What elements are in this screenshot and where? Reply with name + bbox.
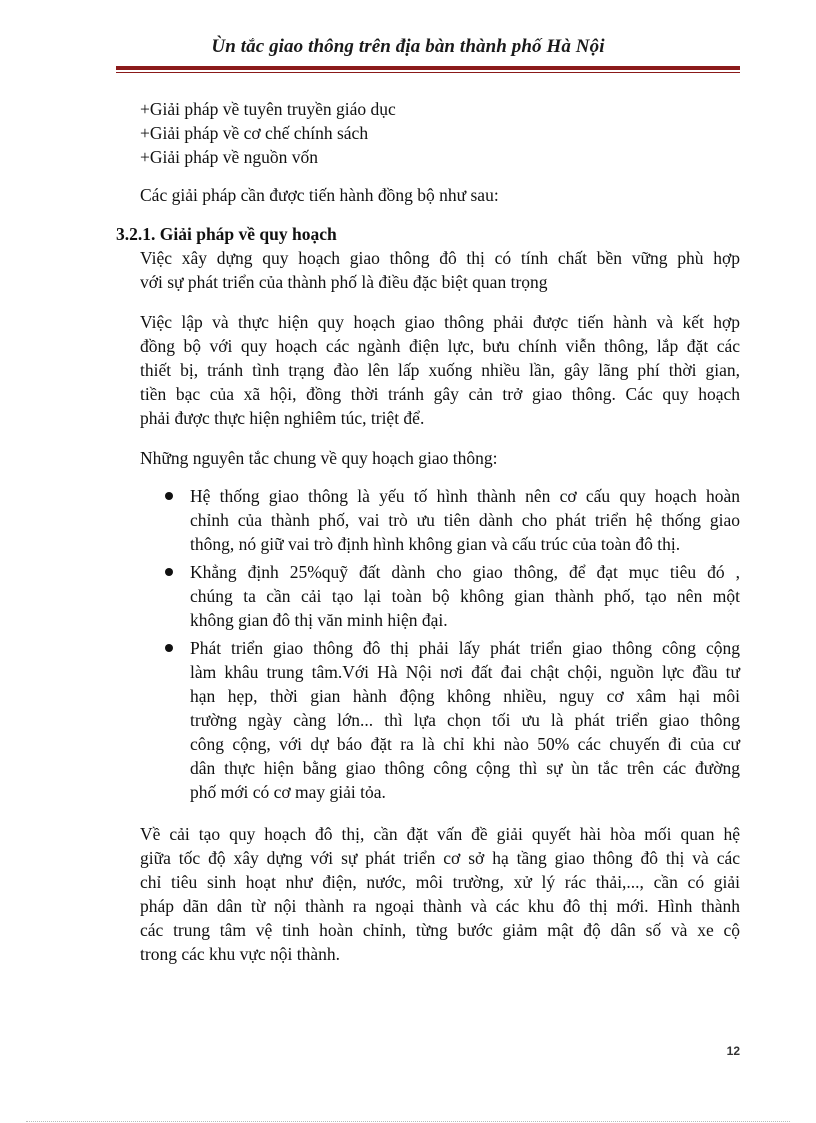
page-bottom-divider xyxy=(26,1121,790,1122)
bullet-icon xyxy=(165,644,173,652)
closing-line: chỉ tiêu sinh hoạt như điện, nước, môi trường, xử lý rác thải,..., cần có giải xyxy=(140,872,740,892)
intro-sentence: Các giải pháp cần được tiến hành đồng bộ như sau: xyxy=(140,185,499,205)
para2-line: thiết bị, tránh tình trạng đào lên lấp xuống nhiều lần, gây lãng phí thời gian, xyxy=(140,360,740,380)
bullet-line: Hệ thống giao thông là yếu tố hình thành nên cơ cấu quy hoạch hoàn xyxy=(190,486,740,506)
bullet-line: chúng ta cần cải tạo lại toàn bộ không gian thành phố, tạo nên một xyxy=(190,586,740,606)
bullet-line: Khẳng định 25%quỹ đất dành cho giao thông, để đạt mục tiêu đó , xyxy=(190,562,740,582)
page-header-title: Ùn tắc giao thông trên địa bàn thành phố Hà Nội xyxy=(211,36,605,57)
closing-line: Về cải tạo quy hoạch đô thị, cần đặt vấn đề giải quyết hài hòa mối quan hệ xyxy=(140,824,740,844)
bullet-line: không gian đô thị văn minh hiện đại. xyxy=(190,610,448,630)
para2-line: phải được thực hiện nghiêm túc, triệt để. xyxy=(140,408,425,428)
closing-line: trong các khu vực nội thành. xyxy=(140,944,340,964)
bullet-line: chỉnh của thành phố, vai trò ưu tiên dành cho phát triển hệ thống giao xyxy=(190,510,740,530)
closing-line: giữa tốc độ xây dựng với sự phát triển cơ sở hạ tầng giao thông đô thị và các xyxy=(140,848,740,868)
bullet-line: làm khâu trung tâm.Với Hà Nội nơi đất đai chật chội, nguồn lực đầu tư xyxy=(190,662,740,682)
bullet-line: dân thực hiện bằng giao thông công cộng thì sự ùn tắc trên các đường xyxy=(190,758,740,778)
closing-line: pháp dãn dân từ nội thành ra ngoại thành và các khu đô thị mới. Hình thành xyxy=(140,896,740,916)
bullet-line: phố mới có cơ may giải tỏa. xyxy=(190,782,386,802)
bullet-line: thông, nó giữ vai trò định hình không gian và cấu trúc của toàn đô thị. xyxy=(190,534,681,554)
bullet-line: trường ngày càng lớn... thì lựa chọn tối ưu là phát triển giao thông xyxy=(190,710,740,730)
solution-item: +Giải pháp về tuyên truyền giáo dục xyxy=(140,99,396,119)
solution-item: +Giải pháp về nguồn vốn xyxy=(140,147,319,167)
bullet-icon xyxy=(165,492,173,500)
bullet-line: hạn hẹp, thời gian hành động không nhiều, nguy cơ xâm hại môi xyxy=(190,686,740,706)
para1-line: Việc xây dựng quy hoạch giao thông đô thị có tính chất bền vững phù hợp xyxy=(140,248,740,268)
para2-line: đồng bộ với quy hoạch các ngành điện lực, bưu chính viễn thông, lắp đặt các xyxy=(140,336,740,356)
bullet-line: công cộng, với dự báo đặt ra là chỉ khi nào 50% các chuyến đi của cư xyxy=(190,734,740,754)
solution-item: +Giải pháp về cơ chế chính sách xyxy=(140,123,369,143)
para2-line: Việc lập và thực hiện quy hoạch giao thông phải được tiến hành và kết hợp xyxy=(140,312,740,332)
page-number: 12 xyxy=(726,1044,740,1058)
section-heading: 3.2.1. Giải pháp về quy hoạch xyxy=(116,224,337,244)
para1-line: với sự phát triển của thành phố là điều đặc biệt quan trọng xyxy=(140,272,548,292)
bullet-line: Phát triển giao thông đô thị phải lấy phát triển giao thông công cộng xyxy=(190,638,740,658)
para2-line: tiền bạc của xã hội, đồng thời tránh gây cản trở giao thông. Các quy hoạch xyxy=(140,384,740,404)
closing-line: các trung tâm vệ tinh hoàn chỉnh, từng bước giảm mật độ dân số và xe cộ xyxy=(140,920,740,940)
principles-intro: Những nguyên tắc chung về quy hoạch giao thông: xyxy=(140,448,498,468)
bullet-icon xyxy=(165,568,173,576)
